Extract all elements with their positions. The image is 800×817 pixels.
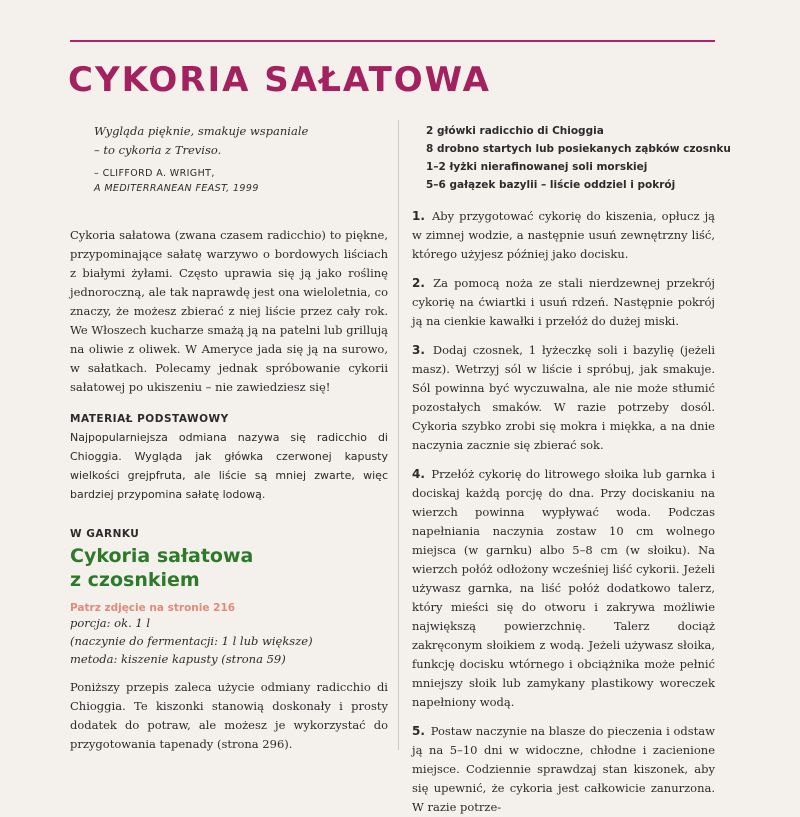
step-number: 4. xyxy=(412,467,425,481)
step-number: 2. xyxy=(412,276,425,290)
step-number: 5. xyxy=(412,724,425,738)
portion: porcja: ok. 1 l xyxy=(70,616,151,630)
epigraph-author: – CLIFFORD A. WRIGHT, xyxy=(94,168,215,179)
recipe-description: Poniższy przepis zaleca użycie odmiany radicchio di Chioggia. Te kiszonki stanowią doskonały i prosty dodatek do potraw, ale możesz je wykorzystać do przygotowania tapenady (strona 296). xyxy=(70,680,388,751)
epigraph-book: A MEDITERRANEAN FEAST, 1999 xyxy=(94,183,259,194)
material-text: Najpopularniejsza odmiana nazywa się radicchio di Chioggia. Wygląda jak główka czerwonej kapusty wielkości grejpfruta, ale liście są mniej zwarte, więc bardziej przypomina sałatę lodową. xyxy=(70,431,388,501)
step-number: 3. xyxy=(412,343,425,357)
recipe-title xyxy=(70,544,388,592)
ingredients-list xyxy=(426,122,731,194)
step-text: Postaw naczynie na blasze do pieczenia i odstaw ją na 5–10 dni w widoczne, chłodne i zacienione miejsce. Codziennie sprawdzaj stan kiszonek, aby się upewnić, że cykoria jest całkowicie zanurzona. W razie potrze- xyxy=(412,724,715,814)
method-label: W GARNKU xyxy=(70,528,140,540)
ingredient: 2 główki radicchio di Chioggia xyxy=(426,125,604,137)
step-3 xyxy=(412,341,715,455)
material-heading: MATERIAŁ PODSTAWOWY xyxy=(70,413,229,425)
ingredient: 5–6 gałązek bazylii – liście oddziel i pokrój xyxy=(426,179,676,191)
epigraph-line-2: – to cykoria z Treviso. xyxy=(94,143,222,157)
step-text: Za pomocą noża ze stali nierdzewnej przekrój cykorię na ćwiartki i usuń rdzeń. Następnie pokrój ją na cienkie kawałki i przełóż do dużej miski. xyxy=(412,276,715,328)
recipe-title-line-2: z czosnkiem xyxy=(70,569,200,591)
left-column xyxy=(70,122,388,754)
step-5 xyxy=(412,722,715,817)
step-1 xyxy=(412,207,715,264)
right-column xyxy=(412,122,731,817)
vessel: (naczynie do fermentacji: 1 l lub większe) xyxy=(70,634,313,648)
top-rule xyxy=(70,40,715,42)
step-2 xyxy=(412,274,715,331)
ingredient: 1–2 łyżki nierafinowanej soli morskiej xyxy=(426,161,648,173)
epigraph-line-1: Wygląda pięknie, smakuje wspaniale xyxy=(94,124,309,138)
recipe-title-line-1: Cykoria sałatowa xyxy=(70,545,254,567)
page-title: CYKORIA SAŁATOWA xyxy=(68,60,491,100)
step-number: 1. xyxy=(412,209,425,223)
step-4 xyxy=(412,465,715,712)
photo-reference: Patrz zdjęcie na stronie 216 xyxy=(70,602,236,614)
step-text: Przełóż cykorię do litrowego słoika lub garnka i dociskaj każdą porcję do dna. Przy dociskaniu na wierzch powinna wypływać woda. Podczas napełniania naczynia zostaw 10 cm wolnego miejsca (w garnku) albo 5–8 cm (w słoiku). Na wierzch połóż odłożony wcześniej liść cykorii. Jeżeli używasz garnka, na liść połóż dodatkowo talerz, który mieści się do otworu i zakrywa możliwie największą powierzchnię. Talerz dociąż zakręconym słoikiem z wodą. Jeżeli używasz słoika, funkcję docisku wtórnego i obciążnika może pełnić mniejszy słoik lub zamykany plastikowy woreczek napełniony wodą. xyxy=(412,467,715,709)
step-text: Dodaj czosnek, 1 łyżeczkę soli i bazylię (jeżeli masz). Wetrzyj sól w liście i spróbuj, jak smakuje. Sól powinna być wyczuwalna, ale nie może stłumić pozostałych smaków. W razie potrzeby dosól. Cykoria szybko zrobi się mokra i miękka, a na dnie naczynia zacznie się zbierać sok. xyxy=(412,343,716,452)
epigraph xyxy=(94,122,388,160)
method-reference: metoda: kiszenie kapusty (strona 59) xyxy=(70,652,286,666)
step-text: Aby przygotować cykorię do kiszenia, opłucz ją w zimnej wodzie, a następnie usuń zewnętrzny liść, którego użyjesz później jako docisku. xyxy=(412,209,715,261)
recipe-meta xyxy=(70,614,388,668)
epigraph-attribution xyxy=(94,166,388,196)
intro-paragraph: Cykoria sałatowa (zwana czasem radicchio) to piękne, przypominające sałatę warzywo o bordowych liściach z białymi żyłami. Często uprawia się ją jako roślinę jednoroczną, ale tak naprawdę jest ona wieloletnia, co znaczy, że możesz zbierać z niej liście przez cały rok. We Włoszech kucharze smażą ją na patelni lub grillują na oliwie z oliwek. W Ameryce jada się ją na surowo, w sałatkach. Polecamy jednak spróbowanie cykorii sałatowej po ukiszeniu – nie zawiedziesz się! xyxy=(70,228,388,394)
column-divider xyxy=(398,120,399,750)
ingredient: 8 drobno startych lub posiekanych ząbków czosnku xyxy=(426,143,731,155)
